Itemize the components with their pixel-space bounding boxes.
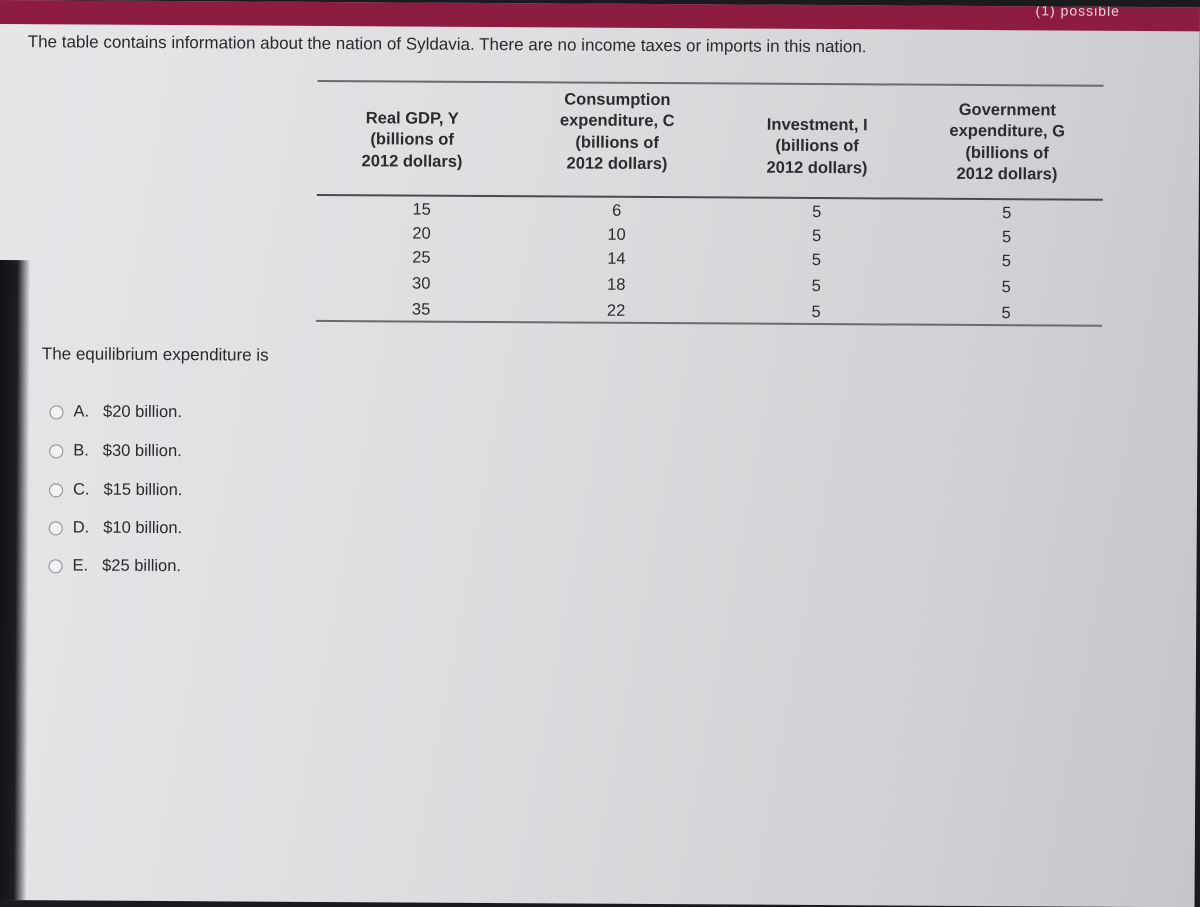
table-cell: 5 — [1001, 278, 1011, 297]
table-cell: 5 — [811, 276, 821, 296]
intro-text: The table contains information about the nation of Syldavia. There are no income taxes or imports in this nation. — [27, 32, 867, 57]
table-cell: 10 — [607, 225, 626, 244]
option-d[interactable] — [49, 518, 183, 538]
option-letter: A. — [73, 402, 90, 421]
table-cell: 5 — [1001, 252, 1012, 271]
table-cell: 5 — [1001, 228, 1012, 247]
option-e[interactable] — [48, 556, 181, 576]
table-cell: 20 — [412, 224, 431, 243]
table-top-rule — [318, 80, 1104, 86]
radio-button-icon[interactable] — [49, 405, 63, 419]
col-header-investment: Investment, I (billions of 2012 dollars) — [766, 115, 868, 178]
radio-button-icon[interactable] — [49, 483, 63, 497]
table-cell: 30 — [412, 274, 431, 293]
option-letter: B. — [73, 441, 89, 460]
table-cell: 22 — [606, 301, 626, 320]
question-text: The equilibrium expenditure is — [41, 344, 269, 365]
table-cell: 5 — [811, 250, 822, 270]
table-cell: 14 — [607, 249, 626, 268]
option-c[interactable] — [49, 480, 183, 500]
option-label: $20 billion. — [103, 402, 183, 422]
option-letter: E. — [72, 556, 89, 575]
radio-button-icon[interactable] — [49, 559, 63, 573]
table-cell: 5 — [811, 302, 821, 322]
option-letter: D. — [72, 518, 90, 537]
option-a[interactable] — [49, 402, 182, 422]
data-table — [318, 78, 1104, 323]
table-cell: 5 — [811, 226, 822, 246]
col-header-real-gdp: Real GDP, Y (billions of 2012 dollars) — [361, 109, 463, 171]
table-cell: 5 — [812, 202, 822, 222]
top-header-bar — [0, 0, 1200, 31]
option-letter: C. — [72, 480, 90, 499]
option-label: $15 billion. — [103, 480, 183, 500]
col-header-government: Government expenditure, G (billions of 2012 dollars) — [949, 100, 1066, 184]
table-cell: 5 — [1001, 304, 1011, 323]
table-cell: 15 — [412, 200, 431, 219]
option-label: $25 billion. — [102, 556, 182, 576]
table-cell: 35 — [411, 300, 431, 319]
radio-button-icon[interactable] — [49, 444, 63, 458]
table-cell: 25 — [412, 248, 431, 267]
option-label: $30 billion. — [102, 441, 182, 461]
table-cell: 5 — [1002, 204, 1012, 223]
header-text: (1) possible — [1035, 2, 1121, 19]
device-bezel-edge — [0, 260, 30, 900]
option-label: $10 billion. — [103, 518, 183, 538]
option-b[interactable] — [49, 441, 182, 461]
table-cell: 6 — [612, 201, 622, 220]
col-header-consumption: Consumption expenditure, C (billions of 2012 dollars) — [559, 90, 675, 174]
table-cell: 18 — [607, 275, 626, 294]
radio-button-icon[interactable] — [49, 521, 63, 535]
